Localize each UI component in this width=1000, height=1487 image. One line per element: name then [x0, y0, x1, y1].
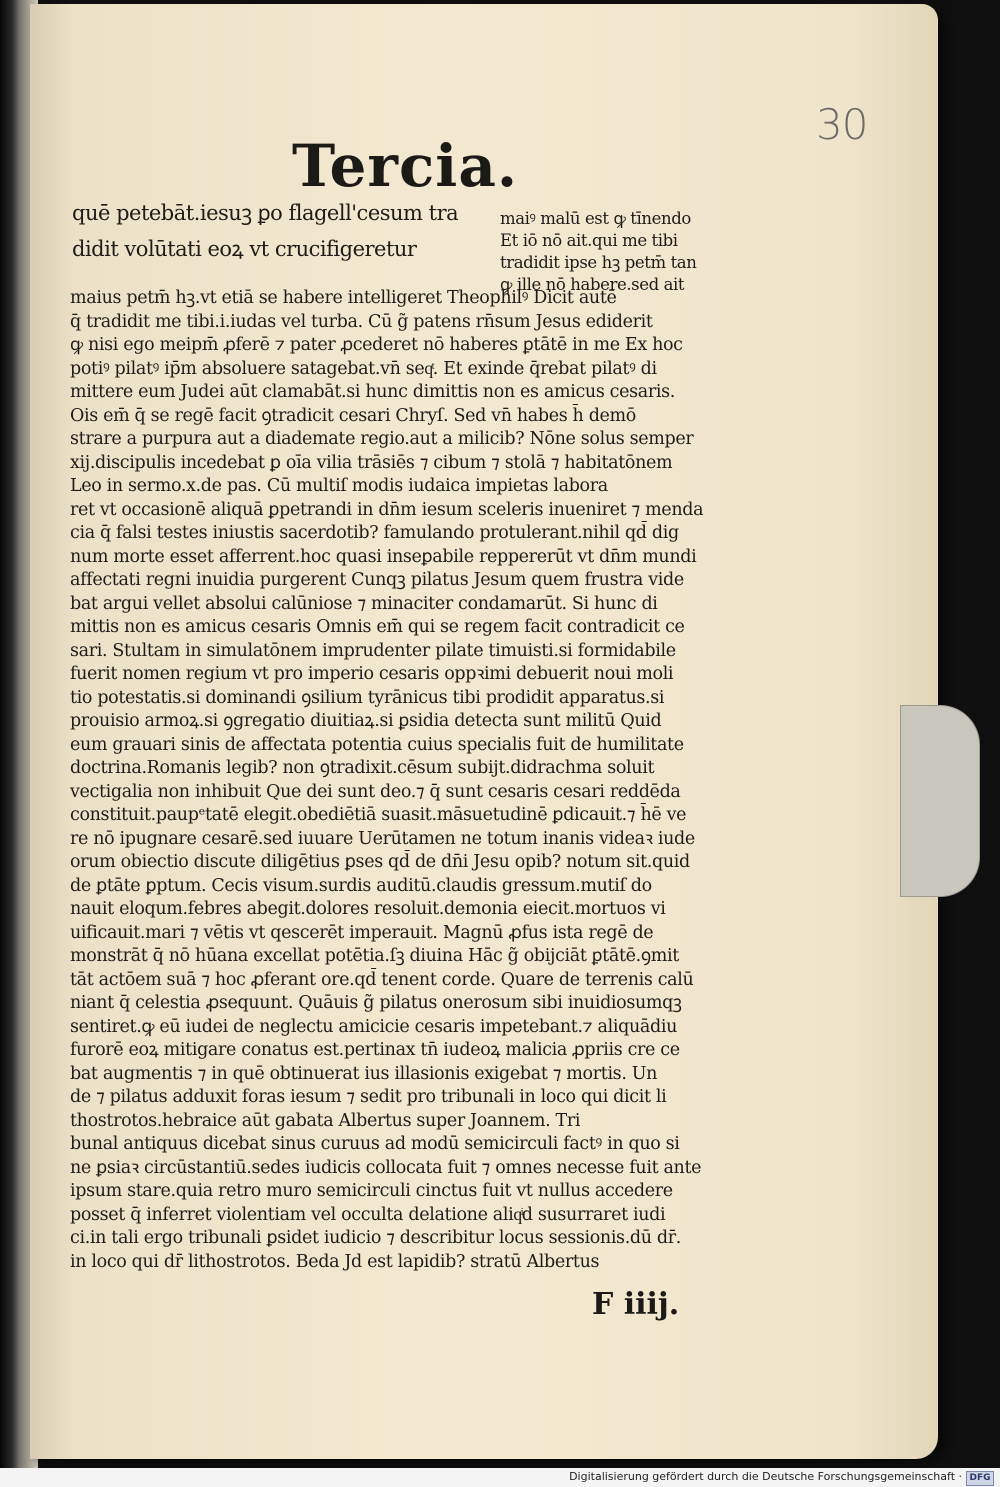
body-line: sentiret.ꝙ eū iudei de neglectu amicicie cesaris impetebant.⁊ aliquādiu	[70, 1016, 677, 1037]
body-line: bat augmentis ⁊ in quē obtinuerat ius illasionis exigebat ⁊ mortis. Un	[70, 1063, 658, 1084]
body-line: orum obiectio discute diligētius ꝑses qd̄ de dn̄i Jesu opib? notum sit.quid	[70, 852, 690, 872]
book-page	[30, 4, 938, 1459]
signature-mark: F iiij.	[592, 1287, 680, 1322]
dfg-logo: DFG	[966, 1471, 994, 1486]
footer-credit: Digitalisierung gefördert durch die Deutsche Forschungsgemeinschaft ·	[569, 1470, 962, 1483]
body-line: xij.discipulis incedebat ꝑ oīa vilia trāsiēs ⁊ cibum ⁊ stolā ⁊ habitatōnem	[70, 452, 673, 473]
body-line: q̄ tradidit me tibi.i.iudas vel turba. Cū g̃ patens rn̄sum Jesus ediderit	[70, 311, 653, 332]
body-line: strare a purpura aut a diademate regio.aut a milicib? Nōne solus semper	[70, 429, 694, 449]
body-line: ci.in tali ergo tribunali ꝑsidet iudicio ⁊ describitur locus sessionis.dū dr̄.	[70, 1228, 681, 1248]
body-line: thostrotos.hebraice aūt gabata Albertus super Joannem. Tri	[70, 1110, 581, 1131]
body-line: bat argui vellet absolui calūniose ⁊ minaciter condamarūt. Si hunc di	[70, 593, 658, 614]
page-fold-tab	[900, 705, 980, 897]
body-line: furorē eoꝝ mitigare conatus est.pertinax tn̄ iudeoꝝ malicia ꝓpriis cre ce	[70, 1040, 680, 1060]
body-line: Leo in sermo.x.de pas. Cū multiſ modis iudaica impietas labora	[70, 476, 608, 496]
body-line: ipsum stare.quia retro muro semicirculi cinctus fuit vt nullus accedere	[70, 1181, 673, 1201]
body-line: ret vt occasionē aliquā ꝑpetrandi in dn̄m iesum sceleris inueniret ⁊ menda	[70, 499, 704, 520]
body-line: posset q̄ inferret violentiam vel occulta delatione aliqͥd susurraret iudi	[70, 1204, 666, 1225]
body-line: tāt actōem suā ⁊ hoc ꝓferant ore.qd̄ tenent corde. Quare de terrenis calū	[70, 969, 694, 990]
body-line: sari. Stultam in simulatōnem imprudenter pilate timuisti.si formidabile	[70, 640, 676, 661]
body-line: re nō ipugnare cesarē.sed iuuare Uerūtamen ne totum inanis videaꝛ iude	[70, 828, 695, 849]
body-line: fuerit nomen regium vt pro imperio cesaris oppꝛimi debuerit noui moli	[70, 664, 674, 684]
column-left-line: didit volūtati eoꝝ vt crucifigeretur	[72, 237, 417, 261]
column-right-line: Et iō nō ait.qui me tibi	[500, 231, 678, 250]
body-line: maius petm̄ hꝫ.vt etiā se habere intelligeret Theophilꝰ Dicit autē	[70, 288, 617, 308]
folio-number: 30	[816, 100, 868, 149]
body-line: de ꝑtāte ꝑptum. Cecis visum.surdis auditū.claudis gressum.mutiſ do	[70, 875, 652, 896]
body-line: uificauit.mari ⁊ vētis vt qescerēt imperauit. Magnū ꝓfus ista regē de	[70, 922, 654, 943]
column-right-line: maiꝰ malū est ꝙ tīnendo	[500, 209, 691, 228]
running-title: Tercia.	[292, 132, 519, 200]
column-right-line: tradidit ipse hꝫ petm̄ tan	[500, 253, 697, 272]
body-line: mittere eum Judei aūt clamabāt.si hunc dimittis non es amicus cesaris.	[70, 382, 675, 402]
body-line: eum grauari sinis de affectata potentia cuius specialis fuit de humilitate	[70, 734, 684, 755]
body-line: num morte esset afferrent.hoc quasi inseꝑabile reppererūt vt dn̄m mundi	[70, 546, 697, 567]
body-line: tio potestatis.si dominandi ꝯsilium tyrānicus tibi prodidit apparatus.si	[70, 687, 665, 708]
body-line: cia q̄ falsi testes iniustis sacerdotib? famulando protulerant.nihil qd̄ dig	[70, 523, 679, 543]
body-line: ne ꝑsiaꝛ circūstantiū.sedes iudicis collocata fuit ⁊ omnes necesse fuit ante	[70, 1157, 702, 1178]
body-line: prouisio armoꝝ.si ꝯgregatio diuitiaꝝ.si ꝑsidia detecta sunt militū Quid	[70, 711, 662, 731]
body-line: niant q̄ celestia ꝓsequunt. Quāuis g̃ pilatus onerosum sibi inuidiosumqꝫ	[70, 993, 682, 1013]
body-line: affectati regni inuidia purgerent Cunqꝫ pilatus Jesum quem frustra vide	[70, 570, 684, 590]
body-line: Ois em̄ q̄ se regē facit ꝯtradicit cesari Chryſ. Sed vn̄ habes h̄ demō	[70, 405, 636, 426]
body-line: ꝙ nisi ego meipm̄ ꝓferē ⁊ pater ꝓcederet nō haberes ꝑtātē in me Ex hoc	[70, 335, 683, 355]
body-line: constituit.paupᵉtatē elegit.obediētiā suasit.māsuetudinē ꝑdicauit.⁊ h̄ē ve	[70, 805, 687, 825]
body-line: monstrāt q̄ nō hūana excellat potētia.ſꝫ diuina Hāc g̃ obijciāt ꝑtātē.ꝯmit	[70, 946, 679, 966]
footer-bar	[0, 1468, 1000, 1487]
column-left-line: quē petebāt.iesuꝫ ꝑo flagell'cesum tra	[72, 201, 459, 225]
column-right-line: ꝙ ille nō habere.sed ait	[500, 275, 685, 294]
body-line: bunal antiquus dicebat sinus curuus ad modū semicirculi factꝰ in quo si	[70, 1134, 680, 1154]
body-line: de ⁊ pilatus adduxit foras iesum ⁊ sedit pro tribunali in loco qui dicit li	[70, 1087, 667, 1107]
body-line: in loco qui dr̄ lithostrotos. Beda Jd est lapidib? stratū Albertus	[70, 1251, 600, 1272]
body-line: potiꝰ pilatꝰ ip̄m absoluere satagebat.vn̄ seqͭ. Et exinde q̄rebat pilatꝰ di	[70, 358, 657, 379]
body-line: doctrina.Romanis legib? non ꝯtradixit.cēsum subijt.didrachma soluit	[70, 758, 655, 778]
body-line: nauit eloqum.febres abegit.dolores resoluit.demonia eiecit.mortuos vi	[70, 899, 666, 919]
body-line: mittis non es amicus cesaris Omnis em̄ qui se regem facit contradicit ce	[70, 617, 685, 637]
body-line: vectigalia non inhibuit Que dei sunt deo.⁊ q̄ sunt cesaris cesari reddēda	[70, 781, 681, 802]
